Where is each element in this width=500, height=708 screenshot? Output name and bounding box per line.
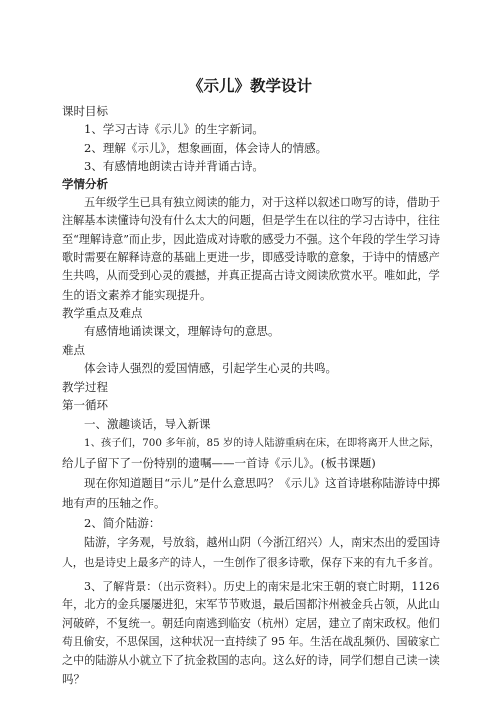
- objective-item: 1、学习古诗《示儿》的生字新词。: [84, 122, 264, 136]
- analysis-line: 生的语文素养才能实现提升。: [62, 288, 212, 302]
- analysis-line: 五年级学生已具有独立阅读的能力，对于这样以叙述口吻写的诗，借助于: [84, 196, 441, 209]
- analysis-line: 注解基本读懂诗句没有什么太大的问题，但是学生在以往的学习古诗中，往往: [62, 214, 440, 227]
- paragraph-line: 苟且偷安，不思保国，这种状况一直持续了 95 年。生活在战乱频仍、国破家亡: [62, 635, 440, 648]
- objective-item: 2、理解《示儿》，想象画面，体会诗人的情感。: [84, 141, 328, 155]
- paragraph-line: 年，北方的金兵屡屡进犯，宋军节节败退，最后国都汴州被金兵占领，从此山: [62, 598, 440, 611]
- keypoints-heading: 教学重点及难点: [62, 306, 143, 320]
- paragraph-line: 河破碎，不复统一。朝廷向南逃到临安（杭州）定居，建立了南宋政权。他们: [62, 617, 440, 630]
- analysis-line: 生共鸣，从而受到心灵的震撼，并真正提高古诗文阅读欣赏水平。唯如此，学: [62, 269, 440, 282]
- step1-heading: 一、激趣谈话，导入新课: [84, 417, 211, 431]
- step2-heading: 2、简介陆游：: [84, 516, 161, 530]
- difficulty-heading: 难点: [62, 343, 85, 357]
- difficulty-text: 体会诗人强烈的爱国情感，引起学生心灵的共鸣。: [84, 361, 337, 375]
- analysis-line: 至“理解诗意”而止步，因此造成对诗歌的感受力不强。这个年段的学生学习诗: [62, 233, 440, 246]
- paragraph-line: 人，也是诗史上最多产的诗人，一生创作了很多诗歌，保存下来的有九千多首。: [62, 556, 440, 569]
- analysis-heading: 学情分析: [62, 177, 108, 191]
- paragraph-line: 1、孩子们，700 多年前，85 岁的诗人陆游重病在床，在即将离开人世之际，: [84, 437, 440, 449]
- keypoints-text: 有感情地诵读课文，理解诗句的意思。: [84, 324, 280, 338]
- document-title: 《示儿》教学设计: [187, 76, 312, 95]
- paragraph-line: 之中的陆游从小就立下了抗金救国的志向。这么好的诗，同学们想自己读一读: [62, 654, 440, 667]
- process-heading: 教学过程: [62, 380, 108, 394]
- paragraph-line: 3、了解背景：（出示资料）。历史上的南宋是北宋王朝的衰亡时期，1126: [84, 580, 440, 593]
- paragraph-line: 地有声的压轴之作。: [62, 496, 166, 510]
- objectives-heading: 课时目标: [62, 104, 108, 118]
- analysis-line: 歌时需要在解释诗意的基础上更进一步，即感受诗歌的意象，于诗中的情感产: [62, 251, 440, 264]
- paragraph-line: 现在你知道题目“示儿”是什么意思吗？《示儿》这首诗堪称陆游诗中掷: [84, 476, 440, 490]
- paragraph-line: 陆游，字务观，号放翁，越州山阴（今浙江绍兴）人，南宋杰出的爱国诗: [84, 536, 441, 549]
- paragraph-line: 吗？: [62, 672, 85, 686]
- paragraph-line: 给儿子留下了一份特别的遗嘱——一首诗《示儿》。(板书课题): [62, 456, 376, 470]
- cycle-label: 第一循环: [62, 398, 108, 412]
- objective-item: 3、有感情地朗读古诗并背诵古诗。: [84, 159, 264, 173]
